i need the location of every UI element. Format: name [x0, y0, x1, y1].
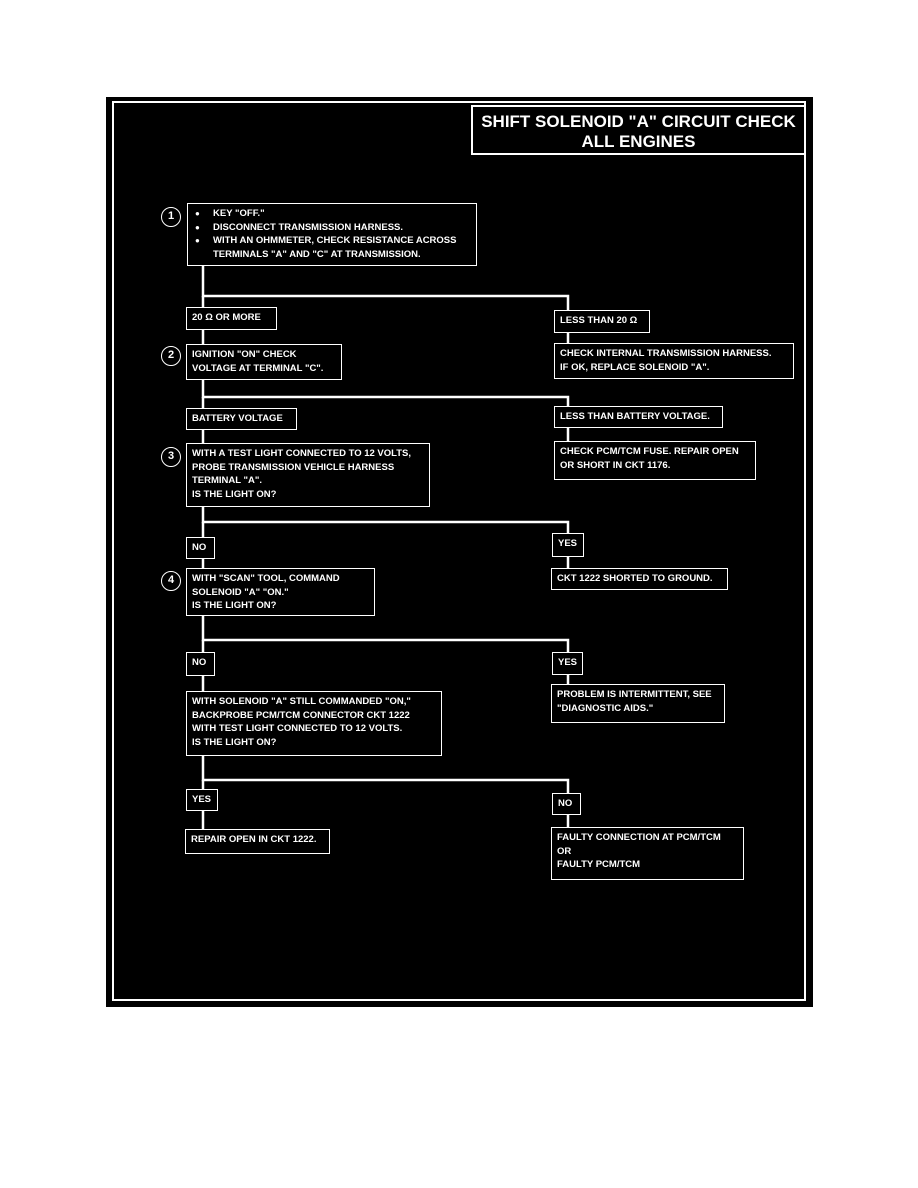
step-3-line: PROBE TRANSMISSION VEHICLE HARNESS [192, 461, 395, 473]
faulty-connection-box [551, 827, 744, 880]
action-line: IF OK, REPLACE SOLENOID "A". [560, 361, 710, 373]
step-2-line: IGNITION "ON" CHECK [192, 349, 297, 360]
step-3-line: WITH A TEST LIGHT CONNECTED TO 12 VOLTS, [192, 448, 412, 459]
step-5-line: WITH TEST LIGHT CONNECTED TO 12 VOLTS. [192, 723, 403, 735]
step-5-yes-box: YES [186, 789, 218, 811]
action-line: PROBLEM IS INTERMITTENT, SEE [557, 689, 712, 700]
step-3-line: TERMINAL "A". [192, 475, 263, 487]
step-2-line: VOLTAGE AT TERMINAL "C". [192, 362, 324, 374]
action-line: CHECK PCM/TCM FUSE. REPAIR OPEN [560, 446, 739, 457]
step-1-bullet: ● WITH AN OHMMETER, CHECK RESISTANCE ACROSS TERMINALS "A" AND "C" AT TRANSMISSION. [193, 234, 471, 261]
action-line: OR [557, 845, 572, 857]
action-line: CHECK INTERNAL TRANSMISSION HARNESS. [560, 348, 772, 359]
action-line: FAULTY CONNECTION AT PCM/TCM [557, 832, 721, 843]
step-5-no-box: NO [552, 793, 581, 815]
step-5-line: IS THE LIGHT ON? [192, 736, 277, 748]
less-than-battery-voltage-box: LESS THAN BATTERY VOLTAGE. [554, 406, 723, 428]
step-4-line: IS THE LIGHT ON? [192, 600, 277, 612]
step-3-yes-box: YES [552, 533, 584, 557]
step-3-line: IS THE LIGHT ON? [192, 488, 277, 500]
step-4-yes-box: YES [552, 652, 583, 675]
step-4-yes-action-box [551, 684, 725, 723]
step-2-marker: 2 [161, 346, 181, 366]
step-3-marker: 3 [161, 447, 181, 467]
step-4-marker: 4 [161, 571, 181, 591]
step-1-bullet: ● DISCONNECT TRANSMISSION HARNESS. [193, 221, 471, 235]
step-3-no-box: NO [186, 537, 215, 559]
step-5-line: WITH SOLENOID "A" STILL COMMANDED "ON," [192, 696, 411, 707]
step-4-line: SOLENOID "A" "ON." [192, 586, 289, 598]
step-1-bullet: ● KEY "OFF." [193, 207, 471, 221]
step-3-box [186, 443, 430, 507]
ohm-less-action-box [554, 343, 794, 379]
title-line-2: ALL ENGINES [581, 132, 696, 151]
step-5-line: BACKPROBE PCM/TCM CONNECTOR CKT 1222 [192, 709, 410, 721]
volt-low-action-box [554, 441, 756, 480]
step-2-box [186, 344, 342, 380]
step-1-marker: 1 [161, 207, 181, 227]
ohm-20-or-more-box: 20 Ω OR MORE [186, 307, 277, 330]
action-line: OR SHORT IN CKT 1176. [560, 459, 671, 471]
diagram-title [471, 105, 806, 155]
step-4-line: WITH "SCAN" TOOL, COMMAND [192, 573, 340, 584]
action-line: FAULTY PCM/TCM [557, 859, 641, 871]
step-4-box [186, 568, 375, 616]
action-line: "DIAGNOSTIC AIDS." [557, 702, 654, 714]
title-line-1: SHIFT SOLENOID "A" CIRCUIT CHECK [481, 112, 796, 131]
step-3-yes-action-box: CKT 1222 SHORTED TO GROUND. [551, 568, 728, 590]
step-5-box [186, 691, 442, 756]
ohm-less-than-20-box: LESS THAN 20 Ω [554, 310, 650, 333]
step-1-box [187, 203, 477, 266]
repair-open-box: REPAIR OPEN IN CKT 1222. [185, 829, 330, 854]
battery-voltage-box: BATTERY VOLTAGE [186, 408, 297, 430]
step-4-no-box: NO [186, 652, 215, 676]
